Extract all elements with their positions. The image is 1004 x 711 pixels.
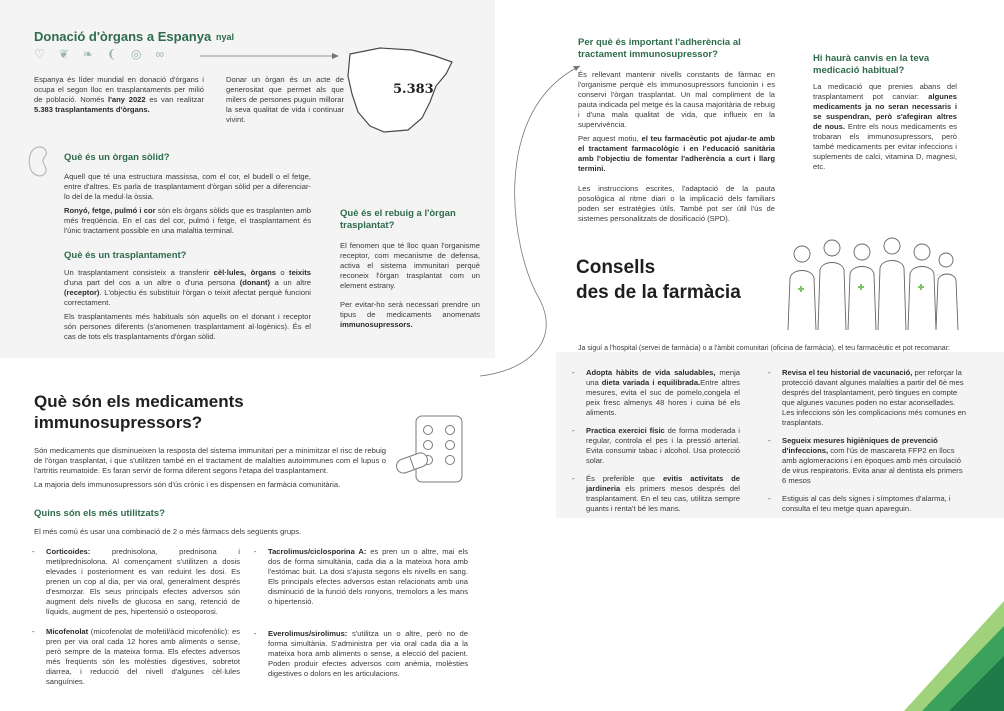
title-fragment: nyal — [216, 32, 235, 42]
transplant-body — [64, 268, 311, 346]
intestine-icon: ∞ — [155, 47, 178, 61]
pill-blister-icon — [392, 412, 484, 486]
med-item — [254, 547, 468, 607]
med-3-name: Everolimus/sirolimus: — [268, 629, 348, 639]
advice-item — [572, 474, 740, 514]
rejection-heading: Què és el rebuig a l'òrgan trasplantat? — [340, 208, 456, 231]
cornea-icon: ◎ — [130, 47, 156, 61]
chg-a: La medicació que prenies abans del trasplantament pot canviar: — [813, 82, 957, 102]
adv-l2-b2: evitis activitats de jardineria — [586, 474, 740, 494]
adv-r0-t: per reforçar la protecció davant algunes malalties a partir del 6è mes després del trasplantament, però tingues en compte que algunes vacunes poden no estar aconsellades. Les infeccions són les complicacions més comunes en trasplantats. — [782, 368, 967, 428]
transplant-p1 — [64, 268, 311, 308]
meds-title-1: Què són els medicaments — [34, 392, 244, 411]
kidney-illustration-icon — [26, 145, 52, 181]
meds-used-intro: El més comú és usar una combinació de 2 o més fàrmacs dels següents grups. — [34, 527, 302, 536]
adv-l0-t2: Entre altres mesures, evita el suc de pomelo,congela el peix fresc almenys 48 hores i cuina bé els aliments. — [586, 378, 740, 418]
liver-icon: ❨ — [106, 47, 131, 61]
advice-item — [768, 436, 968, 486]
adherence-body — [578, 70, 775, 228]
advice-title-2: des de la farmàcia — [576, 281, 741, 303]
advice-intro: Ja siguí a l'hospital (servei de farmàcia) o a l'àmbit comunitari (oficina de farmàcia), el teu farmacèutic et pot recomanar: — [578, 345, 950, 352]
med-2-name: Micofenolat — [46, 627, 89, 637]
adv-r1-b: Segueix mesures higièniques de prevenció d'infeccions, — [782, 436, 938, 456]
adv-l2-t: És preferible que — [586, 474, 663, 484]
meds-used-heading: Quins són els més utilitzats? — [34, 508, 165, 519]
adherence-p1: És rellevant mantenir nivells constants de fàrmac en l'organisme perquè els immunosupressors funcionin i es conservi l'òrgan trasplantat. Un mal compliment de la pauta indicada pel metge és la causa majoritària de rebuig i d'una mala qualitat de vida, que influeix en la supervivència. — [578, 70, 775, 130]
med-3-text: s'utilitza un o altre, però no de forma simultània. S'administra per via oral cada dia a la mateixa hora amb aliments o sense, a elecció del pacient. Poden produir efectes adversos com anèmia, molèsties digestives o dolors en les articulacions. — [268, 629, 468, 679]
adv-l1-b: Practica exercici físic — [586, 426, 665, 436]
t-h: (receptor) — [64, 288, 100, 298]
med-1-text: es pren un o altre, mai els dos de forma simultània, cada dia a la mateixa hora amb l'estómac buit. La dosi s'ajusta segons els nivells en sang. Els principals efectes adversos estan relacionats amb una disminució de la funció dels ronyons, tremolors a les mans o hipertensió. — [268, 547, 468, 607]
advice-item — [572, 426, 740, 466]
intro-right: Donar un òrgan és un acte de generositat que permet als que milers de persones puguin millorar la seva qualitat de vida i continuar vivint. — [226, 75, 344, 125]
t-d: teixits — [289, 268, 311, 277]
adh-a: Per aquest motiu, — [578, 134, 642, 144]
adherence-p3: Les instruccions escrites, l'adaptació de la pauta posològica al ritme diari o la implicació dels familiars poden ser estratègies útils. També pot ser útil l'ús de sistemes personalitzats de dosificació (SPD). — [578, 184, 775, 224]
solid-p2-bold: Ronyó, fetge, pulmó i cor — [64, 206, 156, 216]
adv-r0-b: Revisa el teu historial de vacunació, — [782, 368, 913, 377]
solid-heading: Què és un òrgan sòlid? — [64, 152, 170, 163]
med-2-text: (micofenolat de mofetil/àcid micofenòlic): es pren per via oral cada 12 hores amb aliments o sense, però sempre de la mateixa forma. Els efectes adversos més freqüents són les molèsties digestives, sobretot diarrea, i reducció del nivell d'algunes cèl·lules sanguínies. — [46, 627, 240, 687]
med-item — [32, 627, 240, 687]
t-c: o — [275, 268, 290, 277]
meds-p1: Són medicaments que disminueixen la resposta del sistema immunitari per a minimitzar el risc de rebuig de l'òrgan trasplantat, i que s'utilitzen també en el tractament de malalties autoimmunes com el lupus o l'artritis reumatoide. Es faran servir de forma diferent segons l'etapa del trasplantament. — [34, 446, 386, 476]
med-0-text: prednisolona, prednisona i metilprednisolona. Al començament s'utilitzen a dosis elevades i posteriorment es van reduint les dosi. Es prenen un cop al dia, per via oral, generalment després d'esmorzar. Els seus principals efectes adversos són augment dels nivells de glucosa en sang, retenció de líquids, augment de pes, hipertensió o osteoporosi. — [46, 547, 240, 617]
adh-b: el teu farmacèutic pot ajudar-te amb el tractament farmacològic i en l'educació sanitària amb l'objectiu de fomentar l'adherència a curt i llarg termini. — [578, 134, 775, 174]
intro-year: l'any 2022 — [108, 95, 146, 105]
advice-right-list — [768, 368, 968, 522]
transplant-count: 5.383 — [393, 82, 434, 97]
t-g: a un altre — [270, 278, 311, 288]
organ-icons-row — [34, 47, 194, 63]
solid-p2-text: són els òrgans sòlids que es trasplanten amb més freqüència. En el cas del cor, pulmó i fetge, el trasplantament és l'únic tractament possible en una malaltia terminal. — [64, 206, 311, 236]
meds-list-left — [32, 547, 240, 695]
meds-list-right — [254, 547, 468, 687]
advice-item — [768, 368, 968, 428]
page-title-text: Donació d'òrgans a Espanya — [34, 29, 212, 44]
solid-body — [64, 172, 311, 240]
corner-decoration — [904, 601, 1004, 711]
t-b: cèl·lules, òrgans — [213, 268, 276, 277]
solid-p1: Aquell que té una estructura massissa, com el cor, el budell o el fetge, entre d'altres. Es parla de trasplantament d'òrgan sòlid per a diferenciar-lo del de la medul·la òssia. — [64, 172, 311, 202]
meds-p2: La majoria dels immunosupressors són d'ús crònic i es dispensen en farmàcia comunitària. — [34, 480, 341, 490]
adv-l2-t2: els primers mesos després del trasplantament. En el teu cas, utilitza sempre guants i renta't bé les mans. — [586, 484, 740, 514]
intro-left-text: Espanya és líder mundial en donació d'òrgans i ocupa el segon lloc en trasplantaments per milió de població. Només — [34, 75, 204, 105]
adherence-p2 — [578, 134, 775, 174]
meds-body — [34, 446, 386, 494]
rejection-body — [340, 241, 480, 334]
adv-l0-b2: dieta variada i equilibrada. — [601, 378, 701, 388]
rejection-p1: El fenomen que té lloc quan l'organisme receptor, com mecanisme de defensa, activa el sistema immunitari perquè reconeix l'òrgan trasplantat com un element estrany. — [340, 241, 480, 291]
med-item — [32, 547, 240, 617]
med-0-name: Corticoides: — [46, 547, 91, 556]
intro-left-text2: es van realitzar — [145, 95, 205, 105]
adherence-heading: Per què és important l'adherència al tractament immunosupressor? — [578, 37, 741, 60]
t-i: . L'objectiu és substituir l'òrgan o teixit afectat perquè funcioni correctament. — [64, 288, 311, 308]
adv-l1-t: de forma moderada i regular, controla el pes i la pressió arterial. Evita consumir tabac i alcohol. Usa protecció solar. — [586, 426, 740, 466]
kidney-icon: ❦ — [58, 47, 83, 61]
adv-r2-t: Estiguis al cas dels signes i símptomes d'alarma, i consulta el teu metge quan apareguin. — [782, 494, 951, 514]
rej-a: Per evitar-ho serà necessari prendre un tipus de medicaments anomenats — [340, 300, 480, 320]
advice-item — [768, 494, 968, 514]
med-item — [254, 629, 468, 679]
pharmacists-illustration — [780, 232, 960, 330]
adv-l0-b: Adopta hàbits de vida saludables, — [586, 368, 716, 377]
transplant-p2: Els trasplantaments més habituals són aquells on el donant i receptor són persones diferents (s'anomenen trasplantament al·logènics). És el cas de tots els trasplantaments d'òrgan sòlid. — [64, 312, 311, 342]
meds-title — [34, 392, 244, 433]
advice-item — [572, 368, 740, 418]
page-title — [34, 28, 211, 45]
advice-title — [576, 256, 741, 305]
changes-heading: Hi haurà canvis en la teva medicació habitual? — [813, 53, 930, 76]
chg-c: Entre els nous medicaments es trobaran els immunosupressors, però també medicaments per evitar infeccions i suplements de calci, vitamina D, magnesi, etc. — [813, 122, 957, 172]
meds-title-2: immunosupressors? — [34, 412, 203, 432]
solid-p2 — [64, 206, 311, 236]
intro-left — [34, 75, 204, 115]
advice-title-1: Consells — [576, 257, 656, 278]
lungs-icon: ❧ — [82, 47, 107, 61]
chg-b: algunes medicaments ja no seran necessaris i se suspendran, però s'afegiran altres de nous. — [813, 92, 957, 132]
advice-left-list — [572, 368, 740, 522]
arrow-line — [200, 52, 340, 60]
t-a: Un trasplantament consisteix a transferir — [64, 268, 214, 277]
heart-icon: ♡ — [34, 47, 59, 61]
rejection-p2 — [340, 300, 480, 330]
intro-count: 5.383 trasplantaments d'òrgans. — [34, 105, 150, 115]
rej-b: immunosupressors. — [340, 320, 413, 330]
adv-r1-t: com l'ús de mascareta FFP2 en llocs amb aglomeracions i en èpoques amb més circulació de virus respiratoris. Evita anar al dentista els primers 6 mesos — [782, 446, 963, 486]
t-e: d'una part del cos a un altre o d'una persona — [64, 278, 240, 288]
t-f: (donant) — [239, 278, 271, 288]
med-1-name: Tacrolimus/ciclosporina A: — [268, 547, 367, 556]
adv-l0-t: menja una — [586, 368, 740, 388]
transplant-heading: Què és un trasplantament? — [64, 250, 187, 261]
changes-body — [813, 82, 957, 172]
